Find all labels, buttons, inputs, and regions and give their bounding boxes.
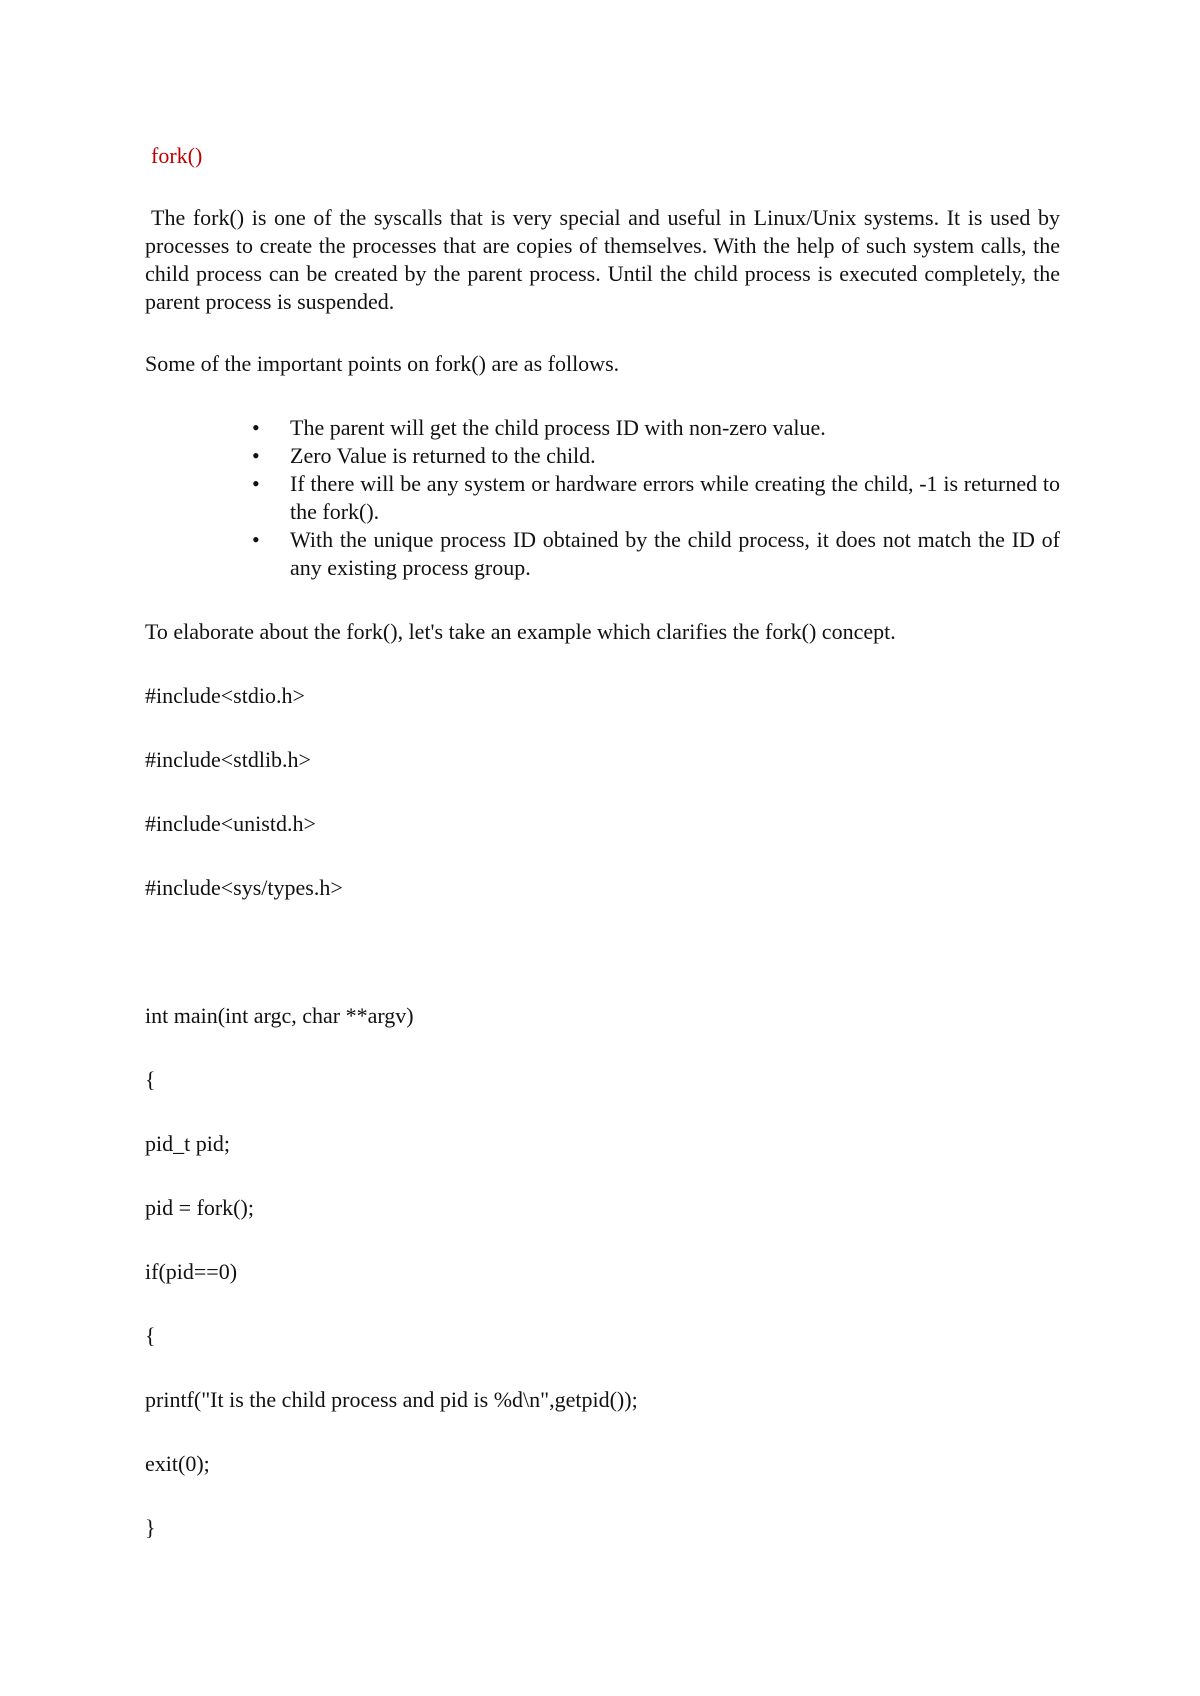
bullet-icon: •	[252, 527, 260, 552]
code-line: int main(int argc, char **argv)	[145, 1003, 414, 1028]
list-item	[252, 414, 1060, 442]
points-lead-paragraph: Some of the important points on fork() are as follows.	[145, 351, 620, 376]
section-title: fork()	[151, 143, 203, 168]
code-line: exit(0);	[145, 1451, 210, 1476]
code-line: #include<stdlib.h>	[145, 747, 311, 772]
intro-paragraph: The fork() is one of the syscalls that is very special and useful in Linux/Unix systems. It is used by processes to create the processes that are copies of themselves. With the help of such system calls, the child process can be created by the parent process. Until the child process is executed completely, the parent process is suspended.	[145, 205, 1060, 314]
example-lead-paragraph: To elaborate about the fork(), let's take an example which clarifies the fork() concept.	[145, 619, 896, 644]
code-line: printf("It is the child process and pid is %d\n",getpid());	[145, 1387, 638, 1412]
code-line: #include<stdio.h>	[145, 683, 305, 708]
code-line: {	[145, 1067, 156, 1092]
code-line: pid = fork();	[145, 1195, 254, 1220]
list-item-text: The parent will get the child process ID with non-zero value.	[290, 415, 826, 440]
list-item-text: If there will be any system or hardware errors while creating the child, -1 is returned to the fork().	[290, 471, 1060, 524]
code-line: #include<unistd.h>	[145, 811, 316, 836]
code-line: if(pid==0)	[145, 1259, 238, 1284]
code-line: #include<sys/types.h>	[145, 875, 343, 900]
bullet-list	[145, 414, 1060, 582]
code-line: }	[145, 1515, 156, 1540]
list-item-text: Zero Value is returned to the child.	[290, 443, 596, 468]
bullet-icon: •	[252, 471, 260, 496]
list-item-text: With the unique process ID obtained by the child process, it does not match the ID of any existing process group.	[290, 527, 1060, 580]
document-body	[145, 142, 1060, 1542]
list-item	[252, 442, 1060, 470]
bullet-icon: •	[252, 415, 260, 440]
list-item	[252, 526, 1060, 582]
code-line: {	[145, 1323, 156, 1348]
bullet-icon: •	[252, 443, 260, 468]
list-item	[252, 470, 1060, 526]
code-line: pid_t pid;	[145, 1131, 230, 1156]
